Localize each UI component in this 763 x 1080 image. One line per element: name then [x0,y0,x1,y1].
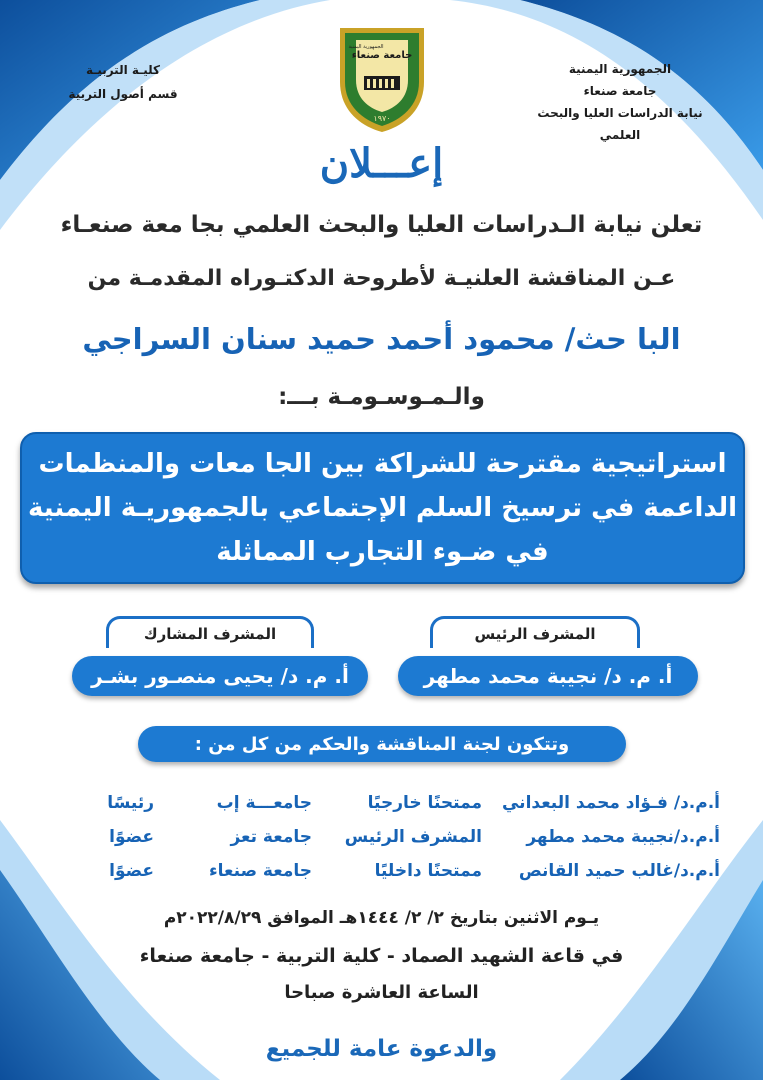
member-position: عضوًا [109,827,154,847]
header-left-block [58,58,188,106]
event-place: في قاعة الشهيد الصماد - كلية التربية - جامعة صنعاء [139,945,624,967]
committee-heading: وتتكون لجنة المناقشة والحكم من كل من : [138,726,626,762]
co-supervisor-label: المشرف المشارك [106,616,314,648]
intro-line-2: عـن المناقشة العلنيـة لأطروحة الدكتـوراه المقدمـة من [87,266,676,291]
committee-row [44,854,720,888]
member-role: المشرف الرئيس [344,827,482,847]
event-time: الساعة العاشرة صباحا [284,982,479,1003]
committee-row [44,786,720,820]
member-position: عضوًا [109,861,154,881]
main-supervisor-name: أ. م. د/ نجيبة محمد مطهر [398,656,698,696]
header-left-line: قسم أصول التربية [68,87,178,101]
public-invitation: والدعوة عامة للجميع [265,1036,498,1062]
committee-row [44,820,720,854]
logo-top-text: جامعة صنعاء [351,50,413,61]
logo-year: ١٩٧٠ [373,114,391,123]
logo-small-text: الجمهورية اليمنية [348,44,384,50]
thesis-line: في ضـوء التجارب المماثلة [216,537,549,567]
intro-line-1: تعلن نيابة الـدراسات العليا والبحث العلمي بجا معة صنعـاء [60,212,703,238]
member-position: رئيسًا [107,793,154,813]
header-right-block [535,58,705,146]
event-date: يـوم الاثنين بتاريخ ٢/ ٢/ ١٤٤٤هـ الموافق ٢٠٢٢/٨/٢٩م [163,908,600,928]
member-name: أ.م.د/غالب حميد القانص [518,861,720,881]
thesis-line: استراتيجية مقترحة للشراكة بين الجا معات والمنظمات [38,449,727,479]
thesis-title-box [20,432,745,584]
researcher-name: البا حث/ محمود أحمد حميد سنان السراجي [82,322,681,356]
titled-label: والـمـوسـومـة بـــ: [278,384,485,410]
member-university: جامعة صنعاء [208,861,312,881]
member-name: أ.م.د/نجيبة محمد مطهر [526,827,720,847]
thesis-line: الداعمة في ترسيخ السلم الإجتماعي بالجمهوريـة اليمنية [27,493,738,523]
university-logo [334,22,430,134]
header-left-line: كليـة التربيـة [85,63,161,77]
member-university: جامعـــة إب [216,793,312,813]
member-role: ممتحنًا داخليًا [374,861,482,881]
header-right-line: نيابة الدراسات العليا والبحث العلمي [537,106,703,142]
header-right-line: جامعة صنعاء [583,84,657,98]
main-supervisor-label: المشرف الرئيس [430,616,640,648]
member-role: ممتحنًا خارجيًا [367,793,482,813]
member-name: أ.م.د/ فـؤاد محمد البعداني [501,793,720,813]
member-university: جامعة تعز [230,827,312,847]
co-supervisor-name: أ. م. د/ يحيى منصـور بشـر [72,656,368,696]
announcement-title: إعـــلان [319,140,444,187]
header-right-line: الجمهورية اليمنية [568,62,672,76]
